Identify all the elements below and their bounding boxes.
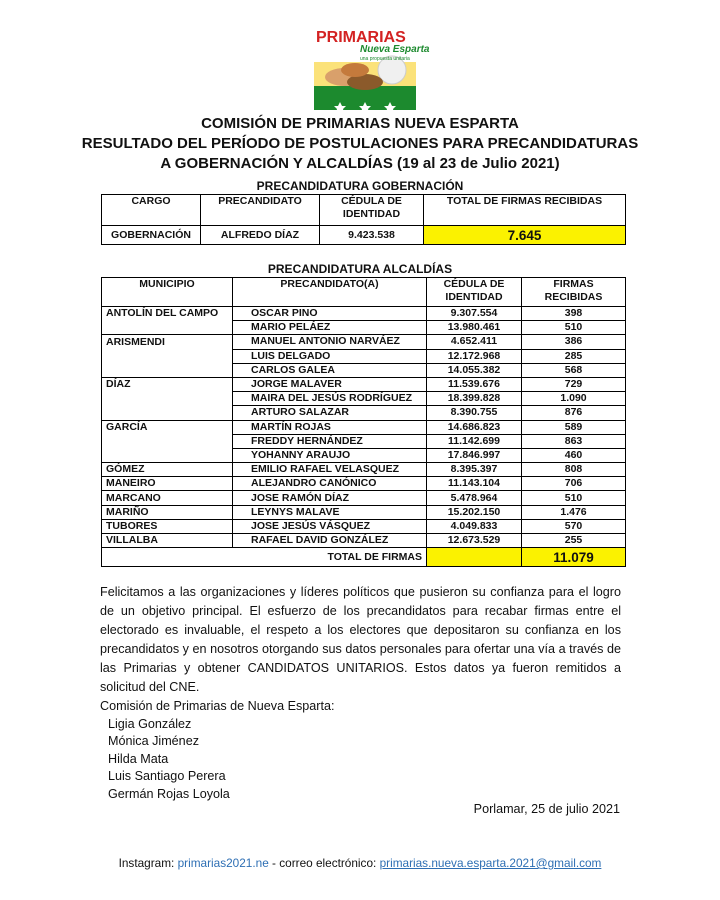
document-date: Porlamar, 25 de julio 2021 (473, 802, 620, 816)
candidato-cell: MARTÍN ROJAS (233, 420, 427, 434)
alcaldias-table (101, 277, 626, 567)
candidato-cell: YOHANNY ARAUJO (233, 448, 427, 462)
candidato-cell: MANUEL ANTONIO NARVÁEZ (233, 335, 427, 349)
alc-total-value: 11.079 (522, 548, 626, 567)
candidato-cell: LUIS DELGADO (233, 349, 427, 363)
candidato-cell: JOSE RAMÓN DÍAZ (233, 491, 427, 505)
municipio-cell: ANTOLÍN DEL CAMPO (102, 307, 233, 321)
table-row (102, 392, 626, 406)
alc-header-cedula: CÉDULA DE IDENTIDAD (427, 278, 522, 307)
candidato-cell: ARTURO SALAZAR (233, 406, 427, 420)
cedula-cell: 8.395.397 (427, 463, 522, 477)
cedula-cell: 11.143.104 (427, 477, 522, 491)
gob-firmas: 7.645 (424, 226, 626, 245)
cedula-cell: 11.142.699 (427, 434, 522, 448)
municipio-cell: VILLALBA (102, 534, 233, 548)
gob-precandidato: ALFREDO DÍAZ (201, 226, 320, 245)
table-row (102, 477, 626, 491)
member-name: Mónica Jiménez (108, 734, 199, 748)
firmas-cell: 863 (522, 434, 626, 448)
candidato-cell: MAIRA DEL JESÚS RODRÍGUEZ (233, 392, 427, 406)
cedula-cell: 5.478.964 (427, 491, 522, 505)
table-row (102, 321, 626, 335)
candidato-cell: RAFAEL DAVID GONZÁLEZ (233, 534, 427, 548)
member-name: Luis Santiago Perera (108, 769, 226, 783)
firmas-cell: 510 (522, 491, 626, 505)
municipio-cell: GARCÍA (102, 420, 233, 434)
municipio-cell: TUBORES (102, 519, 233, 533)
primarias-logo (310, 22, 430, 114)
gob-cargo: GOBERNACIÓN (102, 226, 201, 245)
footer-instagram-label: Instagram: (118, 856, 178, 870)
municipio-cell (102, 363, 233, 377)
table-row (102, 335, 626, 349)
email-link[interactable]: primarias.nueva.esparta.2021@gmail.com (379, 856, 602, 870)
candidato-cell: FREDDY HERNÁNDEZ (233, 434, 427, 448)
table-row (102, 448, 626, 462)
cedula-cell: 12.673.529 (427, 534, 522, 548)
alc-header-firmas: FIRMAS RECIBIDAS (522, 278, 626, 307)
firmas-cell: 876 (522, 406, 626, 420)
candidato-cell: MARIO PELÁEZ (233, 321, 427, 335)
footer-separator: - correo electrónico: (268, 856, 380, 870)
candidato-cell: OSCAR PINO (233, 307, 427, 321)
gob-header-cargo: CARGO (102, 195, 201, 226)
table-row (102, 519, 626, 533)
alc-header-precandidato: PRECANDIDATO(A) (233, 278, 427, 307)
table-row (102, 434, 626, 448)
gob-header-cedula: CÉDULA DE IDENTIDAD (320, 195, 424, 226)
member-name: Germán Rojas Loyola (108, 786, 230, 801)
firmas-cell: 1.476 (522, 505, 626, 519)
table-row (102, 534, 626, 548)
municipio-cell (102, 434, 233, 448)
firmas-cell: 386 (522, 335, 626, 349)
logo-title: PRIMARIAS (316, 29, 406, 46)
table-row (102, 406, 626, 420)
table-row (102, 363, 626, 377)
municipio-cell: MARCANO (102, 491, 233, 505)
gob-row (102, 226, 626, 245)
alc-total-label: TOTAL DE FIRMAS (102, 548, 427, 567)
gob-header-firmas: TOTAL DE FIRMAS RECIBIDAS (424, 195, 626, 226)
alcaldias-rows (102, 307, 626, 548)
table-row (102, 307, 626, 321)
firmas-cell: 398 (522, 307, 626, 321)
logo-subtitle: Nueva Esparta (360, 44, 430, 55)
alc-total-empty (427, 548, 522, 567)
table-row (102, 349, 626, 363)
firmas-cell: 255 (522, 534, 626, 548)
firmas-cell: 510 (522, 321, 626, 335)
candidato-cell: ALEJANDRO CANÓNICO (233, 477, 427, 491)
instagram-link[interactable]: primarias2021.ne (177, 856, 269, 870)
alc-total-row (102, 548, 626, 567)
cedula-cell: 18.399.828 (427, 392, 522, 406)
signature-block (100, 698, 335, 803)
footer (0, 856, 720, 870)
cedula-cell: 14.055.382 (427, 363, 522, 377)
table-row (102, 377, 626, 391)
firmas-cell: 568 (522, 363, 626, 377)
closing-paragraph: Felicitamos a las organizaciones y líderes políticos que pusieron su confianza para el logro de un objetivo principal. El esfuerzo de los precandidatos para recabar firmas entre el electorado es invaluable, el respeto a los electores que depositaron su confianza en los precandidatos y en nosotros otorgando sus datos personales para ofertar una vía a través de las Primarias y obtener CANDIDATOS UNITARIOS. Estos datos ya fueron remitidos a solicitud del CNE. (100, 585, 621, 694)
candidato-cell: EMILIO RAFAEL VELASQUEZ (233, 463, 427, 477)
signature-heading: Comisión de Primarias de Nueva Esparta: (100, 699, 335, 713)
table-row (102, 420, 626, 434)
firmas-cell: 1.090 (522, 392, 626, 406)
cedula-cell: 15.202.150 (427, 505, 522, 519)
municipio-cell: MANEIRO (102, 477, 233, 491)
header-line-1: COMISIÓN DE PRIMARIAS NUEVA ESPARTA (201, 115, 519, 132)
municipio-cell (102, 406, 233, 420)
cedula-cell: 11.539.676 (427, 377, 522, 391)
municipio-cell (102, 448, 233, 462)
alc-header-municipio: MUNICIPIO (102, 278, 233, 307)
municipio-cell (102, 321, 233, 335)
cedula-cell: 17.846.997 (427, 448, 522, 462)
member-name: Ligia González (108, 716, 192, 731)
firmas-cell: 589 (522, 420, 626, 434)
gobernacion-table (101, 194, 626, 245)
gob-cedula: 9.423.538 (320, 226, 424, 245)
gobernacion-title: PRECANDIDATURA GOBERNACIÓN (256, 179, 464, 193)
gob-header-precandidato: PRECANDIDATO (201, 195, 320, 226)
cedula-cell: 14.686.823 (427, 420, 522, 434)
cedula-cell: 8.390.755 (427, 406, 522, 420)
candidato-cell: JORGE MALAVER (233, 377, 427, 391)
cedula-cell: 9.307.554 (427, 307, 522, 321)
table-row (102, 505, 626, 519)
document-header (0, 114, 720, 174)
municipio-cell (102, 349, 233, 363)
member-name: Hilda Mata (108, 751, 169, 766)
municipio-cell: ARISMENDI (102, 335, 233, 349)
firmas-cell: 706 (522, 477, 626, 491)
firmas-cell: 285 (522, 349, 626, 363)
municipio-cell (102, 392, 233, 406)
table-row (102, 463, 626, 477)
header-line-3: A GOBERNACIÓN Y ALCALDÍAS (19 al 23 de Julio 2021) (160, 155, 560, 172)
municipio-cell: DÍAZ (102, 377, 233, 391)
cedula-cell: 4.049.833 (427, 519, 522, 533)
municipio-cell: GÓMEZ (102, 463, 233, 477)
municipio-cell: MARIÑO (102, 505, 233, 519)
firmas-cell: 460 (522, 448, 626, 462)
firmas-cell: 570 (522, 519, 626, 533)
candidato-cell: JOSE JESÚS VÁSQUEZ (233, 519, 427, 533)
logo-tagline: una propuesta unitaria (360, 56, 410, 62)
candidato-cell: LEYNYS MALAVE (233, 505, 427, 519)
firmas-cell: 808 (522, 463, 626, 477)
table-row (102, 491, 626, 505)
firmas-cell: 729 (522, 377, 626, 391)
alcaldias-title: PRECANDIDATURA ALCALDÍAS (267, 262, 453, 276)
cedula-cell: 4.652.411 (427, 335, 522, 349)
candidato-cell: CARLOS GALEA (233, 363, 427, 377)
cedula-cell: 13.980.461 (427, 321, 522, 335)
header-line-2: RESULTADO DEL PERÍODO DE POSTULACIONES PARA PRECANDIDATURAS (81, 135, 639, 152)
cedula-cell: 12.172.968 (427, 349, 522, 363)
